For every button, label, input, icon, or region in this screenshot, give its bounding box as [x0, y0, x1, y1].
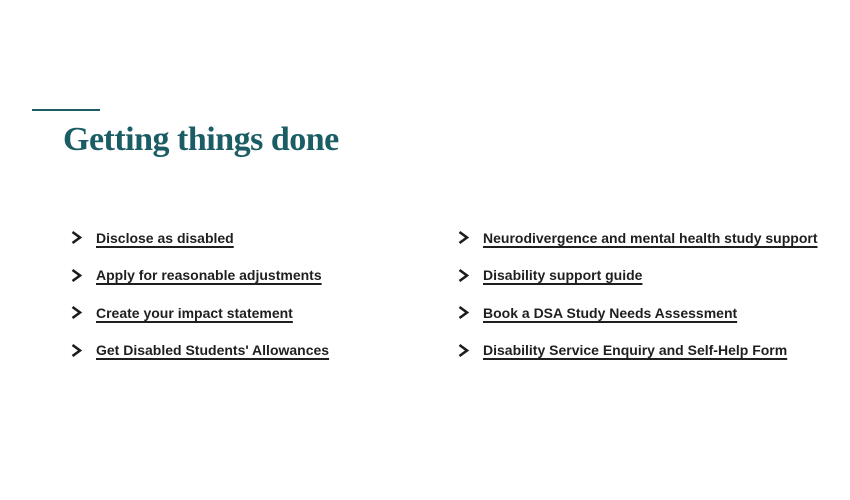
link-label: Disability support guide — [483, 267, 643, 284]
chevron-right-icon — [457, 305, 470, 320]
link-disability-support-guide[interactable] — [457, 257, 837, 295]
page-title: Getting things done — [63, 121, 339, 158]
link-create-your-impact-statement[interactable] — [70, 294, 457, 332]
chevron-right-icon — [457, 343, 470, 358]
link-disability-service-enquiry-and-self-help-form[interactable] — [457, 332, 837, 370]
chevron-right-icon — [70, 268, 83, 283]
link-label: Apply for reasonable adjustments — [96, 267, 322, 284]
chevron-right-icon — [70, 343, 83, 358]
chevron-right-icon — [70, 230, 83, 245]
link-label: Get Disabled Students' Allowances — [96, 342, 330, 359]
links-grid — [70, 219, 837, 369]
chevron-right-icon — [70, 305, 83, 320]
chevron-right-icon — [457, 230, 470, 245]
link-neurodivergence-and-mental-health-study-support[interactable] — [457, 219, 837, 257]
link-apply-for-reasonable-adjustments[interactable] — [70, 257, 457, 295]
link-label: Book a DSA Study Needs Assessment — [483, 304, 738, 321]
link-get-disabled-students-allowances[interactable] — [70, 332, 457, 370]
heading-accent-rule — [32, 109, 100, 111]
link-label: Disclose as disabled — [96, 229, 234, 246]
chevron-right-icon — [457, 268, 470, 283]
link-label: Disability Service Enquiry and Self-Help Form — [483, 342, 788, 359]
link-label: Neurodivergence and mental health study support — [483, 229, 818, 246]
link-disclose-as-disabled[interactable] — [70, 219, 457, 257]
link-book-a-dsa-study-needs-assessment[interactable] — [457, 294, 837, 332]
link-label: Create your impact statement — [96, 304, 293, 321]
